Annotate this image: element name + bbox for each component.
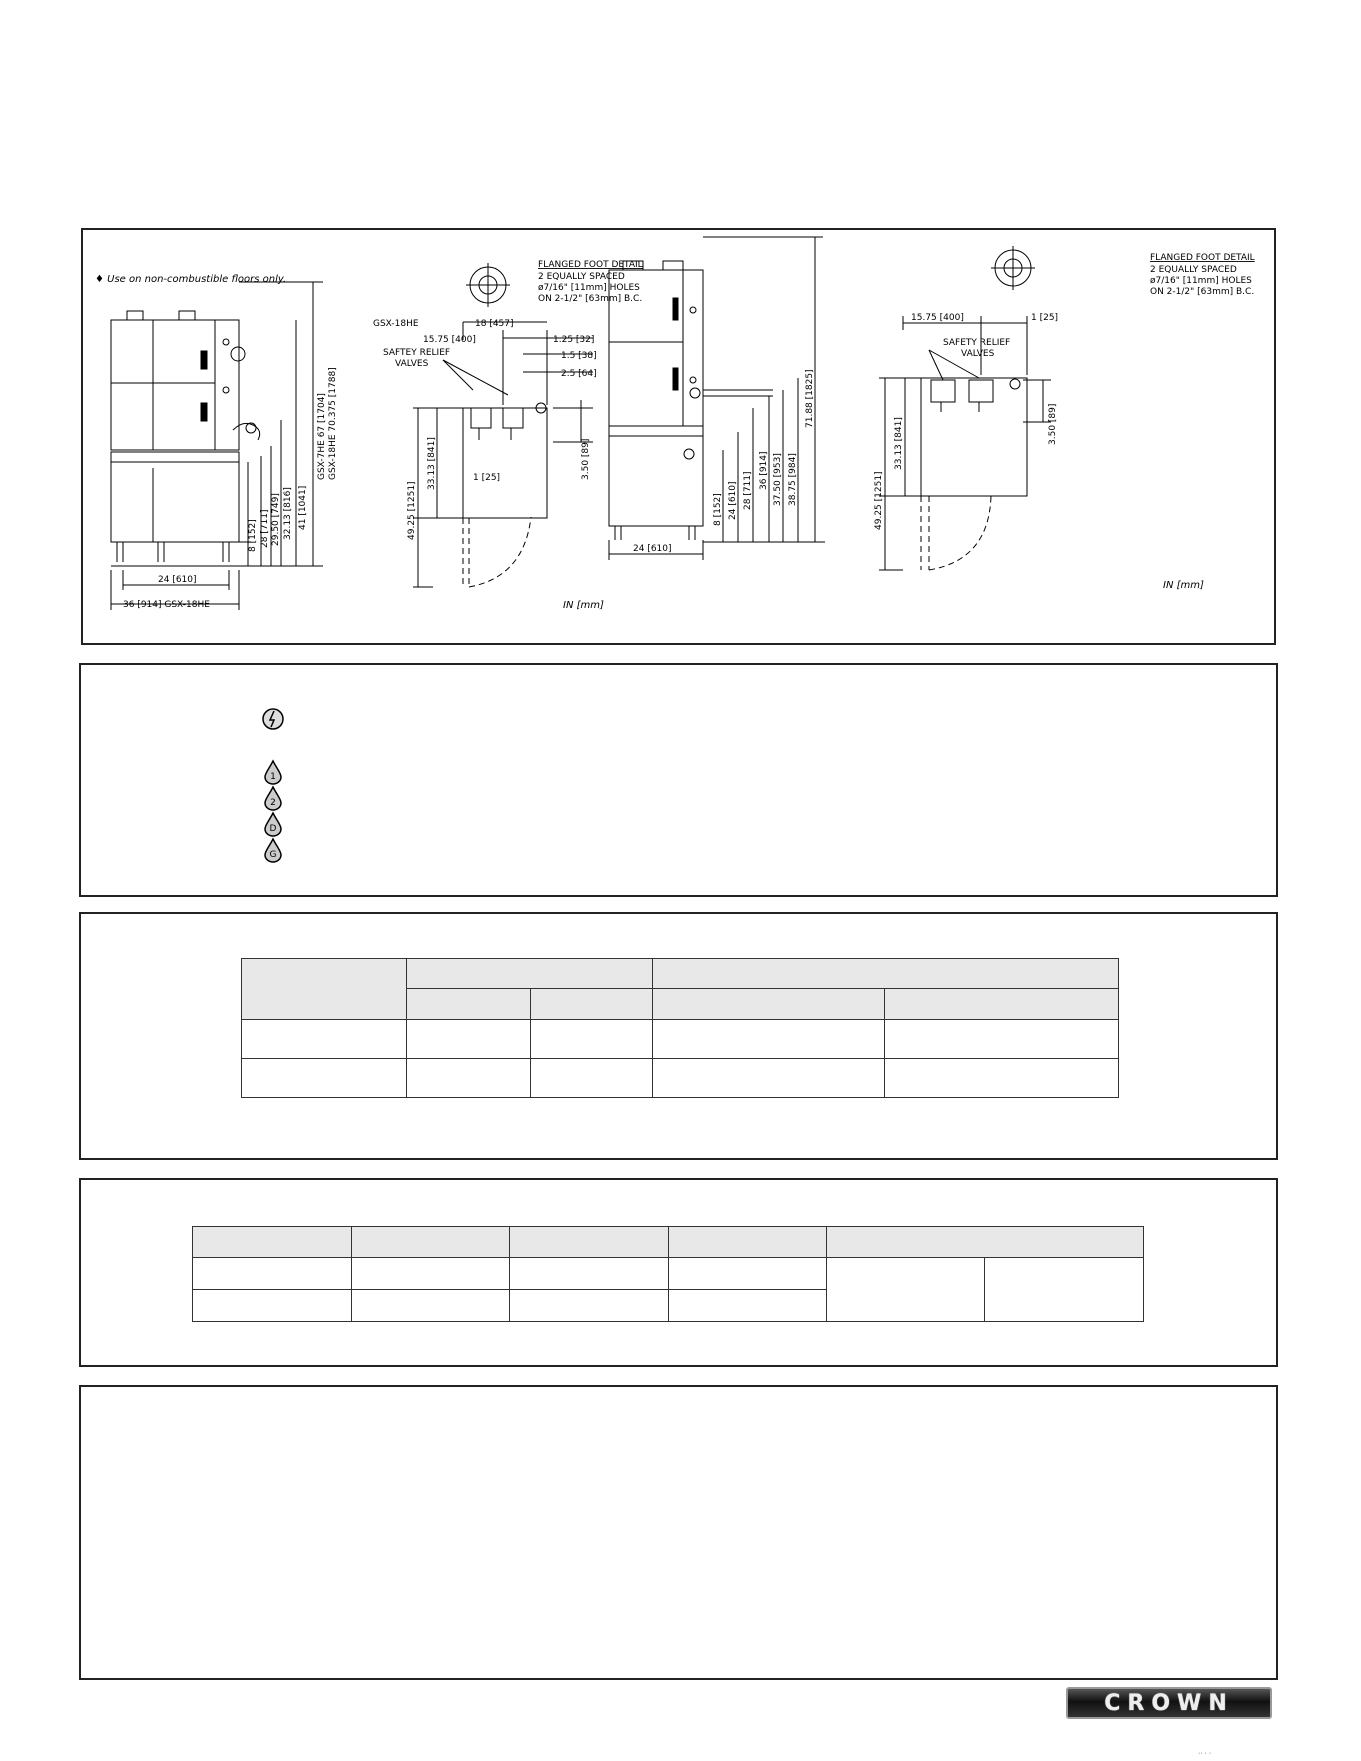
dim-3213: 32.13 [816] <box>283 487 293 540</box>
dim-125: 1.25 [32] <box>553 335 595 345</box>
table1-subheader-1 <box>407 989 531 1020</box>
safety-relief-label-right-2: VALVES <box>961 349 995 359</box>
dim-2950: 29.50 [749] <box>271 493 281 546</box>
dim-4925-right: 49.25 [1251] <box>874 471 884 530</box>
dim-15: 1.5 [38] <box>561 351 597 361</box>
dim-18: 18 [457] <box>475 319 514 329</box>
dim-gsx18he: GSX-18HE 70.375 [1788] <box>328 367 338 480</box>
dim-41: 41 [1041] <box>298 485 308 530</box>
table1-header-model <box>242 959 407 1020</box>
dim-8: 8 [152] <box>248 519 258 552</box>
dimension-drawing-panel <box>81 228 1276 645</box>
flanged-foot-line-1-right: 2 EQUALLY SPACED <box>1150 265 1237 275</box>
table2-header-2 <box>352 1227 510 1258</box>
dim-28b: 28 [711] <box>743 471 753 510</box>
flanged-foot-line-2: ø7/16" [11mm] HOLES <box>538 283 640 293</box>
gas-connection-icon <box>261 837 285 863</box>
safety-relief-label: SAFTEY RELIEF <box>383 348 451 358</box>
svg-text:1: 1 <box>270 772 276 782</box>
footer-text: ·· · · <box>1198 1750 1212 1757</box>
table2-header-4 <box>669 1227 827 1258</box>
safety-relief-label-2: VALVES <box>395 359 429 369</box>
dim-w36: 36 [914] GSX-18HE <box>123 600 210 610</box>
connection-legend-panel <box>79 663 1278 897</box>
dim-3313-right: 33.13 [841] <box>894 417 904 470</box>
dim-3750: 37.50 [953] <box>773 453 783 506</box>
dim-350: 3.50 [89] <box>581 438 591 480</box>
electrical-connection-icon <box>261 706 285 732</box>
dim-350-right: 3.50 [89] <box>1048 403 1058 445</box>
flanged-foot-title-right: FLANGED FOOT DETAIL <box>1150 253 1255 263</box>
dim-gsx7he: GSX-7HE 67 [1704] <box>317 393 327 480</box>
table2-header-5 <box>827 1227 1144 1258</box>
dim-24h: 24 [610] <box>728 481 738 520</box>
spec-table-2 <box>192 1226 1144 1322</box>
table1-header-group-1 <box>407 959 653 989</box>
flanged-foot-line-2-right: ø7/16" [11mm] HOLES <box>1150 276 1252 286</box>
dim-1: 1 [25] <box>473 473 501 483</box>
side-elevation-view-2 <box>879 246 1051 570</box>
dim-1575: 15.75 [400] <box>423 335 476 345</box>
dim-3875: 38.75 [984] <box>788 453 798 506</box>
units-label: IN [mm] <box>563 600 604 611</box>
table2-header-3 <box>510 1227 669 1258</box>
svg-text:D: D <box>269 824 277 834</box>
dim-1575-right: 15.75 [400] <box>911 313 964 323</box>
table1-header-group-2 <box>653 959 1119 989</box>
water-connection-icon-1 <box>261 759 285 785</box>
dim-4925: 49.25 [1251] <box>407 481 417 540</box>
dim-28: 28 [711] <box>260 509 270 548</box>
flanged-foot-title: FLANGED FOOT DETAIL <box>538 260 643 270</box>
svg-text:2: 2 <box>270 798 276 808</box>
safety-relief-label-right: SAFETY RELIEF <box>943 338 1011 348</box>
drain-connection-icon <box>261 811 285 837</box>
units-label-right: IN [mm] <box>1163 580 1204 591</box>
specification-table-panel-2 <box>79 1178 1278 1367</box>
specification-table-panel-1 <box>79 912 1278 1160</box>
dim-w24: 24 [610] <box>158 575 197 585</box>
table2-header-1 <box>193 1227 352 1258</box>
water-connection-icon-2 <box>261 785 285 811</box>
dim-8b: 8 [152] <box>713 493 723 526</box>
flanged-foot-line-1: 2 EQUALLY SPACED <box>538 272 625 282</box>
table1-subheader-4 <box>885 989 1119 1020</box>
flanged-foot-line-3-right: ON 2-1/2" [63mm] B.C. <box>1150 287 1255 297</box>
table-row <box>242 1059 1119 1098</box>
side-elevation-view <box>413 263 593 587</box>
flanged-foot-line-3: ON 2-1/2" [63mm] B.C. <box>538 294 643 304</box>
dim-1-right: 1 [25] <box>1031 313 1059 323</box>
dim-7188: 71.88 [1825] <box>805 369 815 428</box>
table-row <box>242 1020 1119 1059</box>
crown-logo <box>1066 1687 1272 1719</box>
svg-text:G: G <box>269 850 277 860</box>
dim-gsx18he-label: GSX-18HE <box>373 319 419 329</box>
notes-panel <box>79 1385 1278 1680</box>
table1-subheader-2 <box>531 989 653 1020</box>
table1-subheader-3 <box>653 989 885 1020</box>
floor-note: ♦ Use on non-combustible floors only. <box>95 274 287 285</box>
technical-drawing <box>83 230 1274 643</box>
spec-table-1 <box>241 958 1119 1098</box>
front-elevation-view <box>111 282 323 610</box>
dim-w24b: 24 [610] <box>633 544 672 554</box>
table-row <box>193 1258 1144 1290</box>
crown-logo-text: CROWN <box>1104 1690 1234 1716</box>
dim-36: 36 [914] <box>759 451 769 490</box>
dim-3313: 33.13 [841] <box>427 437 437 490</box>
dim-25: 2.5 [64] <box>561 369 597 379</box>
